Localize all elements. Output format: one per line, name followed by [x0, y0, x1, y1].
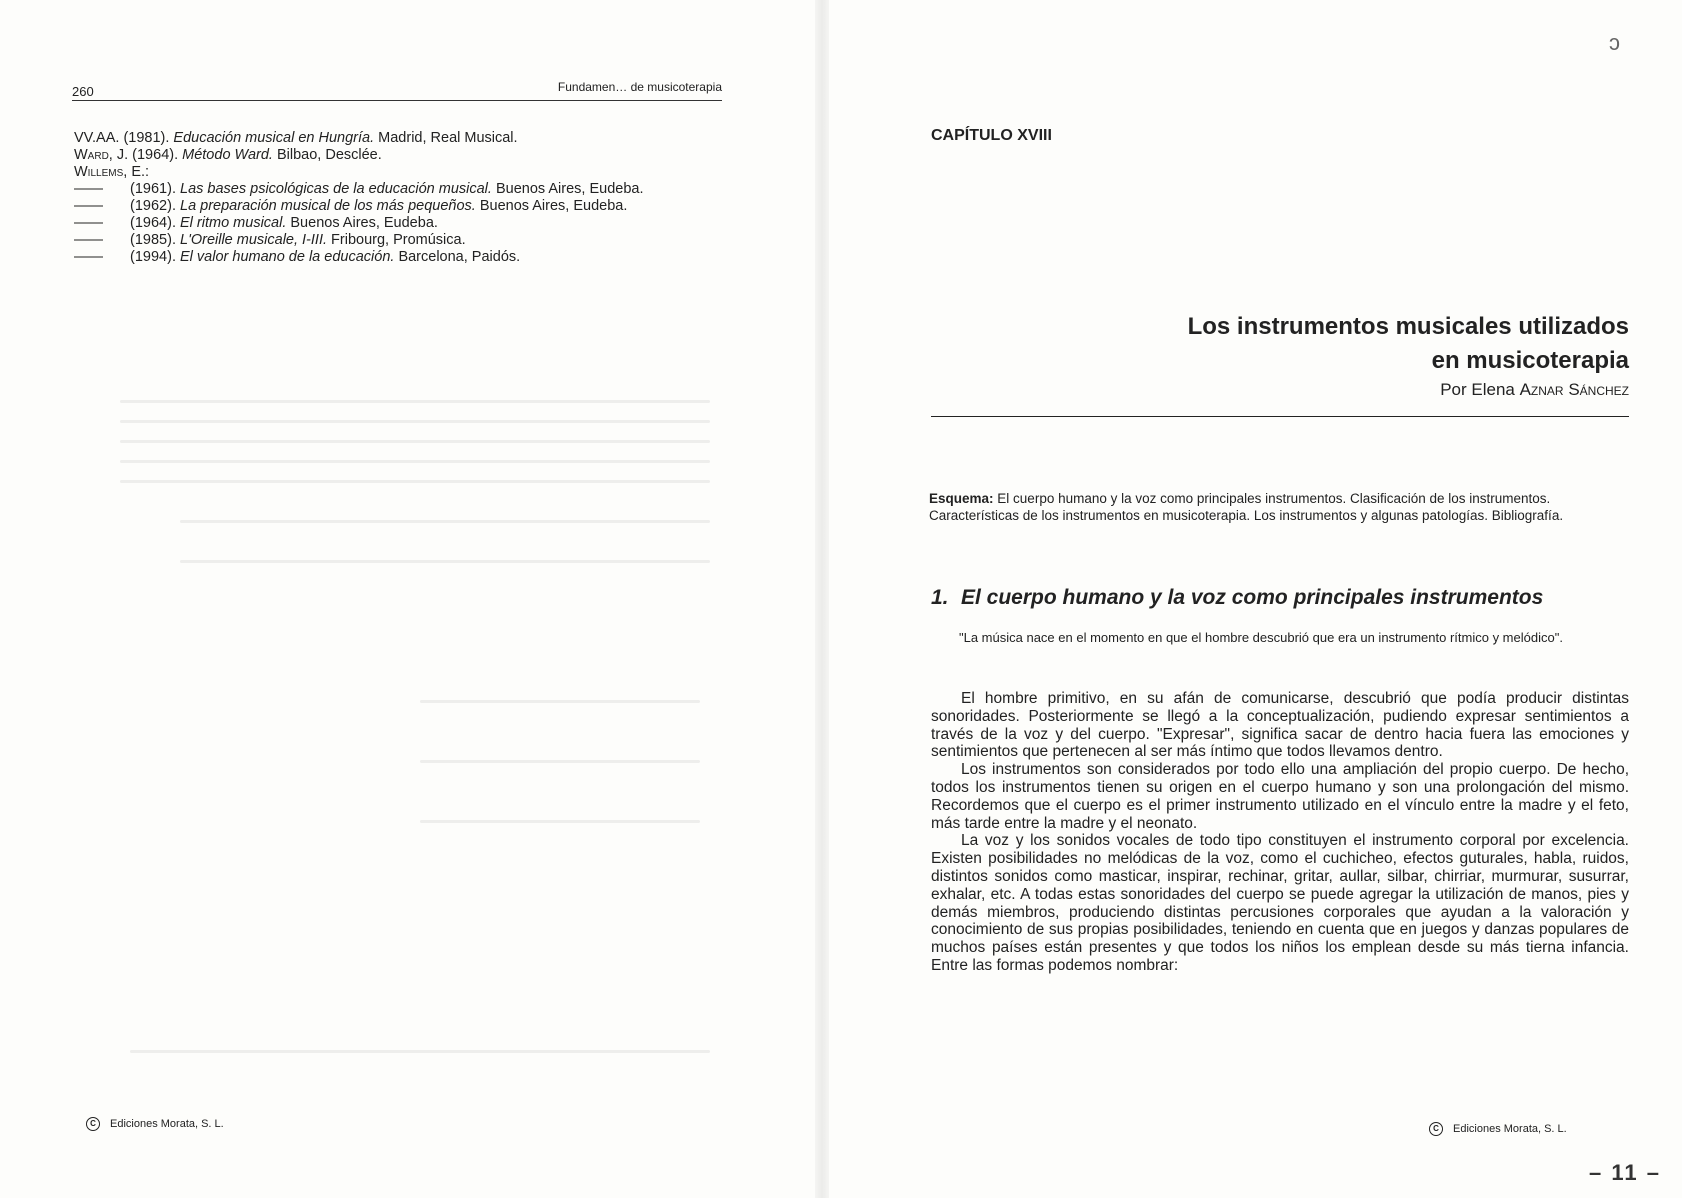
bibliography-entry: —— (1962). La preparación musical de los más pequeños. Buenos Aires, Eudeba.	[74, 198, 628, 214]
body-paragraph: El hombre primitivo, en su afán de comunicarse, descubrió que podía producir distintas sonoridades. Posteriormente se llegó a la conceptualización, pudiendo expresar sentimientos a través de la voz y del cuerpo. "Expresar", significa sacar de dentro hacia fuera las emociones y sentimientos que pertenecen al ser más íntimo que todos llevamos dentro.	[931, 690, 1629, 761]
copyright-icon: C	[86, 1117, 100, 1131]
right-page	[829, 0, 1682, 1198]
bibliography-entry: Willems, E.:	[74, 164, 150, 180]
chapter-title: Los instrumentos musicales utilizados en musicoterapia	[1187, 313, 1629, 374]
body-paragraph: La voz y los sonidos vocales de todo tipo constituyen el instrumento corporal por excelencia. Existen posibilidades no melódicas de la voz, como el cuchicheo, efectos guturales, habla, ruidos, distintos sonidos como masticar, inspirar, rechinar, gritar, aullar, silbar, chirriar, murmurar, susurrar, exhalar, etc. A todas estas sonoridades del cuerpo se puede agregar la utilización de manos, pies y demás miembros, produciendo distintas percusiones corporales que ayudan a la valoración y conocimiento de sus propias posibilidades, teniendo en cuenta que en juegos y danzas populares de muchos países están presentes y que todos los niños los emplean desde su más tierna infancia. Entre las formas podemos nombrar:	[931, 832, 1629, 974]
book-gutter	[815, 0, 829, 1198]
body-text	[931, 690, 1629, 975]
left-page	[0, 0, 815, 1198]
pencil-mark-icon: ↄ	[1609, 30, 1620, 55]
title-rule	[931, 416, 1629, 417]
bibliography-entry: Ward, J. (1964). Método Ward. Bilbao, Desclée.	[74, 147, 382, 163]
bibliography-entry: —— (1964). El ritmo musical. Buenos Aires, Eudeba.	[74, 215, 438, 231]
section-heading: 1. El cuerpo humano y la voz como principales instrumentos	[931, 586, 1544, 609]
page-number: 260	[72, 84, 94, 99]
bibliography-entry: —— (1994). El valor humano de la educación. Barcelona, Paidós.	[74, 249, 521, 265]
chapter-schema: Esquema: El cuerpo humano y la voz como principales instrumentos. Clasificación de los instrumentos. Características de los instrumentos en musicoterapia. Los instrumentos y algunas patologías. Bibliografía.	[929, 491, 1564, 523]
left-page-footer: C Ediciones Morata, S. L.	[86, 1117, 224, 1131]
body-paragraph: Los instrumentos son considerados por todo ello una ampliación del propio cuerpo. De hecho, todos los instrumentos tienen su origen en el cuerpo humano y son una prolongación del mismo. Recordemos que el cuerpo es el primer instrumento utilizado en el vínculo entre la madre y el feto, más tarde entre la madre y el neonato.	[931, 761, 1629, 832]
bibliography-entry: —— (1961). Las bases psicológicas de la educación musical. Buenos Aires, Eudeba.	[74, 181, 644, 197]
epigraph-quote: "La música nace en el momento en que el hombre descubrió que era un instrumento rítmico y melódico".	[959, 630, 1563, 645]
left-page-header	[72, 80, 722, 101]
bibliography-list	[74, 130, 724, 266]
handwritten-page-mark: – 11 –	[1589, 1160, 1661, 1185]
author-byline: Por Elena Aznar Sánchez	[1440, 380, 1629, 399]
right-page-footer: C Ediciones Morata, S. L.	[1429, 1122, 1567, 1136]
copyright-icon: C	[1429, 1122, 1443, 1136]
bibliography-entry: —— (1985). L'Oreille musicale, I-III. Fribourg, Promúsica.	[74, 232, 466, 248]
chapter-label: CAPÍTULO XVIII	[931, 127, 1052, 144]
bibliography-entry: VV.AA. (1981). Educación musical en Hungría. Madrid, Real Musical.	[74, 130, 518, 146]
running-title: Fundamen… de musicoterapia	[557, 80, 722, 94]
